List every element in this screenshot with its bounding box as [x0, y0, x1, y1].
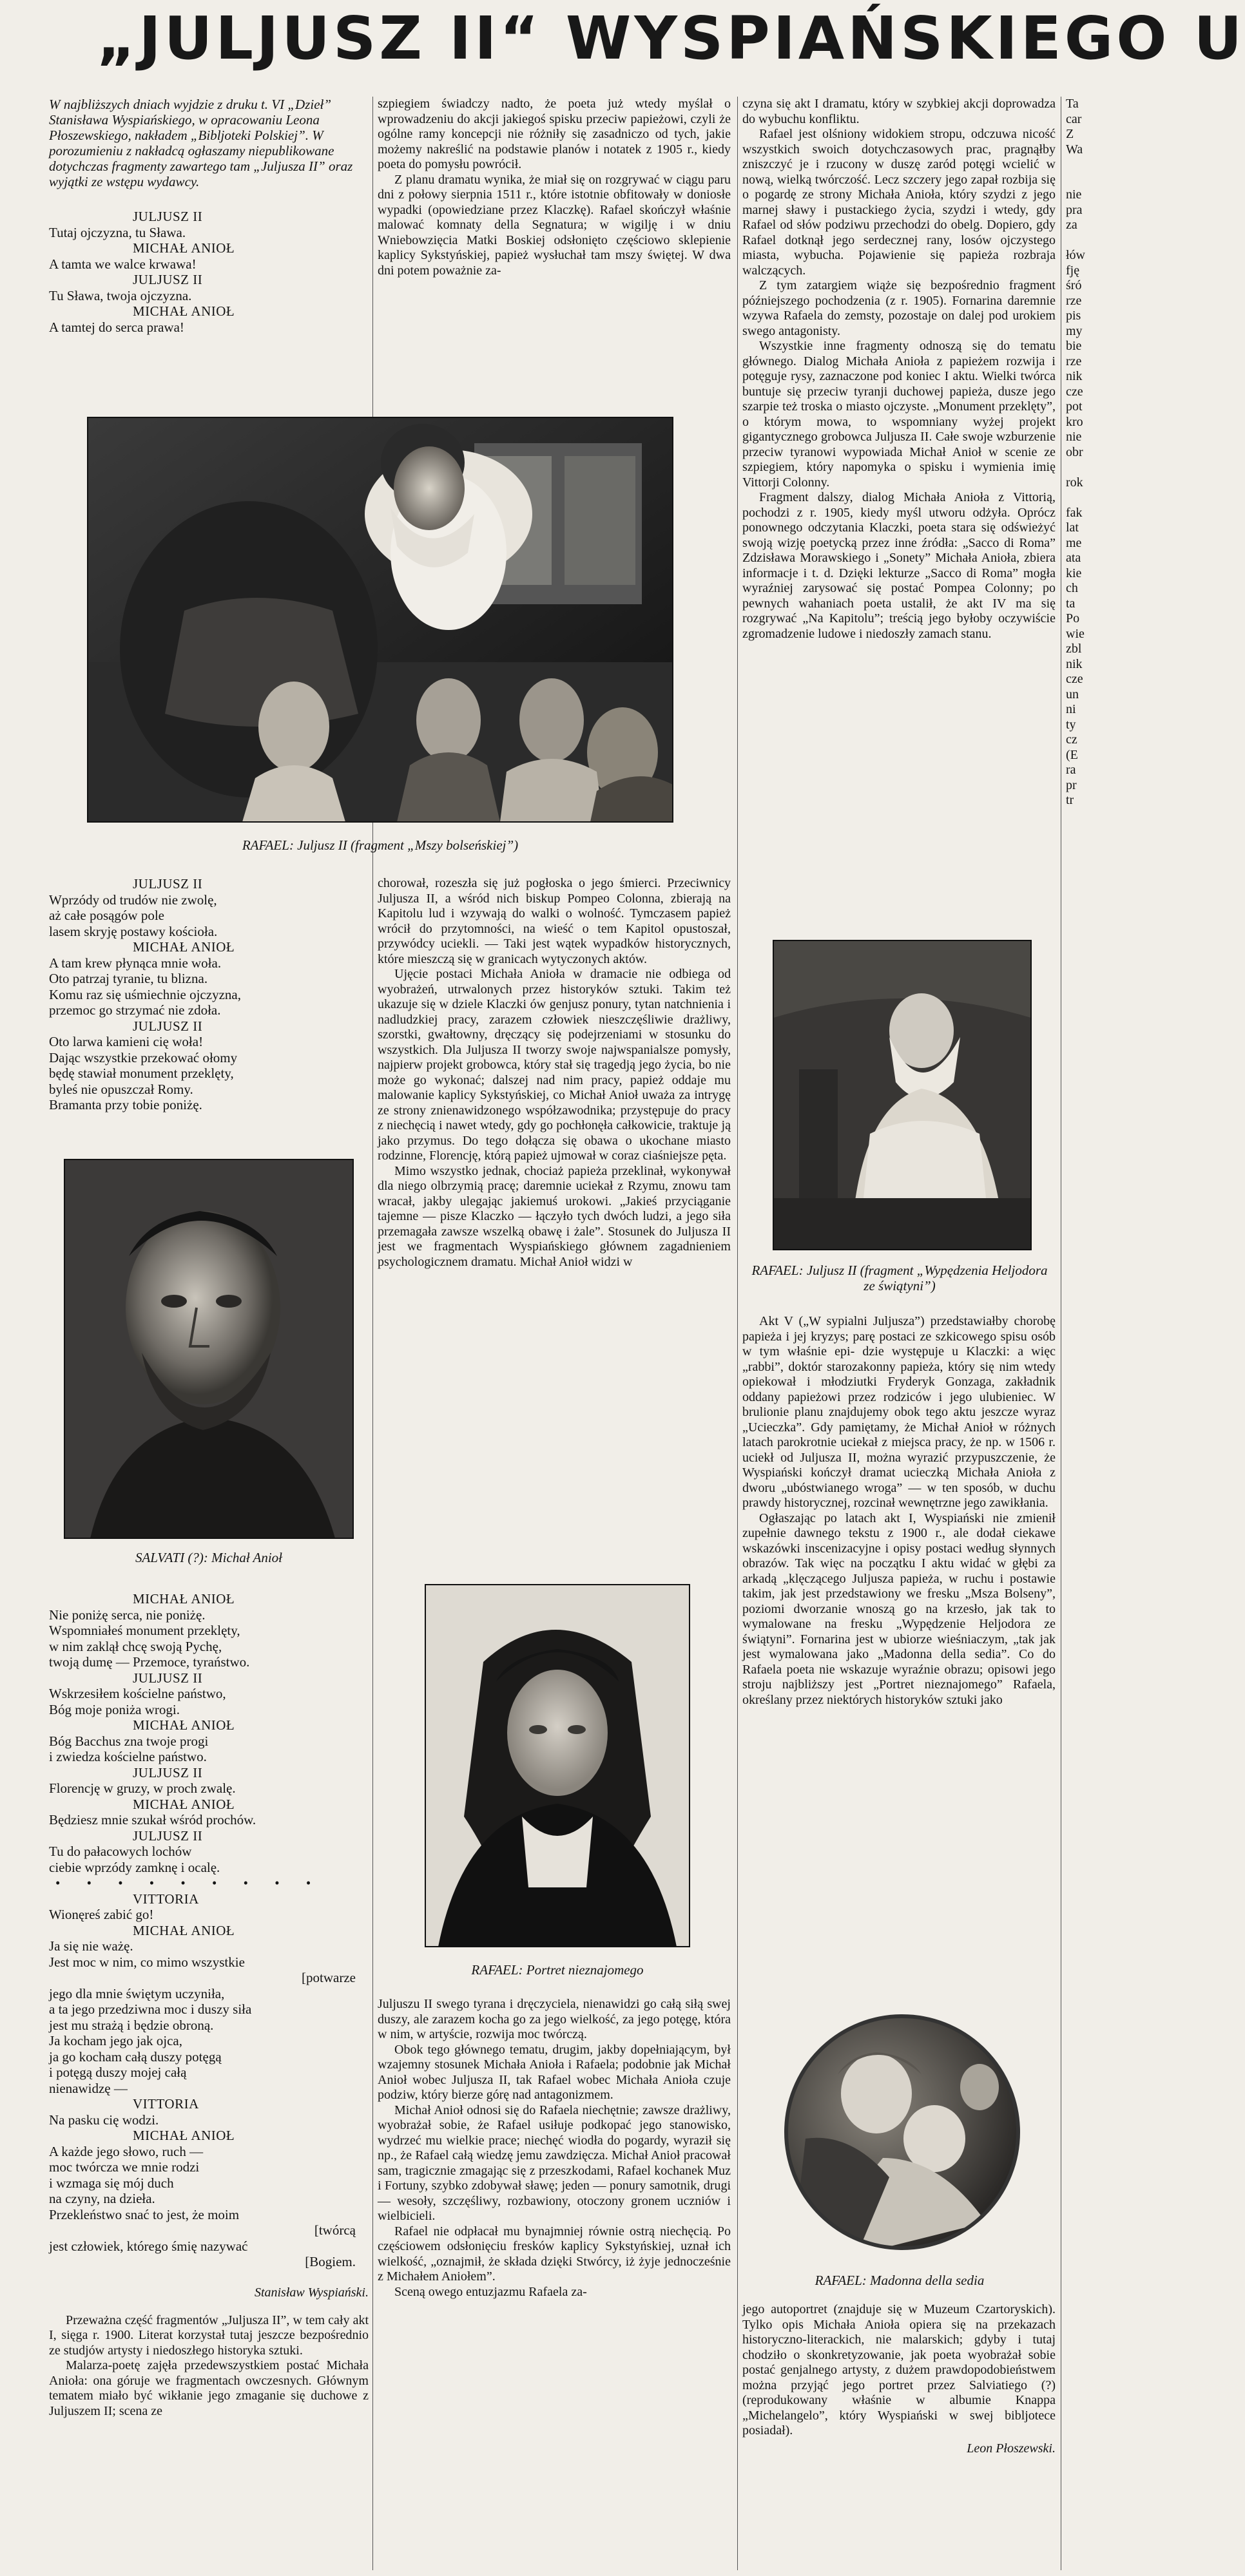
paragraph: Juljuszu II swego tyrana i dręczyciela, nienawidzi go całą siłą swej duszy, ale zarazem kocha go za jego wielkość, za jego potęgę, która w nim, w artyście, rozwija moc twórczą. — [378, 1997, 731, 2041]
verse-line: przemoc go strzymać nie zdoła. — [49, 1002, 221, 1018]
cut-line: cze — [1066, 384, 1083, 399]
paragraph: Wszystkie inne fragmenty odnoszą się do tematu głównego. Dialog Michała Anioła z papieżem rozwija i potęguje rysy, zaznaczone pod koniec I aktu. Wielki twórca buntuje się przeciw tyranji duchowej papieża, dusze jego szarpie też troska o miasto ojczyste. „Monument przeklęty”, o którym mowa, to wspomniany wyżej projekt gigantycznego grobowca Juljusza II. Całe swoje wzburzenie przeciw tyranowi wypowiada Michał Anioł w scenie ze szpiegiem, który napomyka o spisku i wymienia imię Vittorji Colonny. — [742, 339, 1056, 490]
cut-line: car — [1066, 111, 1082, 126]
verse-line: ja go kocham całą duszy potęgą — [49, 2048, 222, 2065]
verse-line: jest człowiek, którego śmię nazywać — [49, 2238, 248, 2254]
cut-line: kro — [1066, 414, 1083, 429]
verse-line: jego dla mnie świętym uczyniła, — [49, 1985, 225, 2001]
speaker-name: MICHAŁ ANIOŁ — [133, 1922, 235, 1938]
cut-line — [1066, 157, 1112, 173]
paragraph: Akt V („W sypialni Juljusza”) przedstawiałby chorobę papieża i jej kryzys; parę postaci ze szkicowego spisu osób w tym właśnie epi- dzie występuje u Klaczki: a więc „rabbi”, doktór starozakonny papieża, który się nim wtedy opiekował i młodziutki Fryderyk Gonzaga, zakładnik oddany papieżowi przez rodziców i jego ulubieniec. W brulionie planu znajdujemy obok tego aktu jeszcze wyraz „Ucieczka”. Gdy pamiętamy, że Michał Anioł w różnych latach parokrotnie uciekał z miejsca pracy, że np. w 1506 r. uciekł od Juljusza II, można wyrazić przypuszczenie, że Wyspiański kończył dramat ucieczką Michała Anioła z dworu „ubóstwianego wroga” — w ten sposób, w duchu prawdy historycznej, rozcinał wewnętrzne jego zawikłania. — [742, 1314, 1056, 1510]
figure-caption: RAFAEL: Madonna della sedia — [815, 2273, 985, 2288]
cut-line: rze — [1066, 293, 1082, 308]
verse-line: Tutaj ojczyzna, tu Sława. — [49, 224, 186, 240]
verse-line: Florencję w gruzy, w proch zwalę. — [49, 1780, 236, 1796]
cut-line: (E — [1066, 747, 1078, 762]
cut-line: wie — [1066, 626, 1085, 641]
col1-paragraphs — [49, 2313, 369, 2419]
cut-line: Ta — [1066, 97, 1079, 111]
col3-top — [742, 97, 1056, 924]
verse-line: A tamtej do serca prawa! — [49, 319, 184, 335]
verse-line: moc twórcza we mnie rodzi — [49, 2159, 200, 2175]
col4-lines — [1066, 97, 1112, 808]
verse-line: a ta jego przedziwna moc i duszy siła — [49, 2001, 252, 2017]
paragraph: Ujęcie postaci Michała Anioła w dramacie nie odbiega od wyobrażeń, utrwalonych przez historyków sztuki. Takim też ukazuje się w dziele Klaczki ów genjusz ponury, tytan natchnienia i nadludzkiej pracy, zarazem człowiek nieszczęśliwie drażliwy, szorstki, gwałtowny, dręczący się podejrzeniami w stosunku do wszystkich. Dla Juljusza II tworzy swoje najwspanialsze pomysły, najpierw projekt grobowca, który stał się tragedją jego życia, bo nie może go wykonać; dalszej nad nim pracy, papież oddaje mu malowanie kaplicy Sykstyńskiej, co Michał Anioł uważa za intrygę ze strony znienawidzonego współzawodnika; przystępuje do pracy z niechęcią i nawet wtedy, gdy go pochłonęła całkowicie, traktuje ją jako przymus. Do tego dołącza się obawa o ukochane miasto rodzinne, Florencję, którą papież ujmował w coraz ciaśniejsze pęta. — [378, 967, 731, 1163]
col1-top — [49, 97, 369, 406]
figure-michelangelo-portrait — [64, 1159, 353, 1538]
speaker-name: VITTORIA — [133, 1891, 199, 1907]
verse-line: Oto patrzaj tyranie, tu blizna. — [49, 971, 208, 986]
speaker-name: MICHAŁ ANIOŁ — [133, 303, 235, 319]
cut-line: pot — [1066, 399, 1083, 414]
verse-line: i potęgą duszy mojej całą — [49, 2065, 187, 2080]
cut-line: fję — [1066, 263, 1080, 278]
speaker-name: JULJUSZ II — [133, 876, 203, 892]
cut-line: pis — [1066, 309, 1081, 323]
speaker-name: JULJUSZ II — [133, 1764, 203, 1780]
verse-line: w nim zaklął chcę swoją Pychę, — [49, 1638, 222, 1654]
speaker-name: MICHAŁ ANIOŁ — [133, 1796, 235, 1812]
dialog-1 — [49, 209, 369, 335]
verse-line: Nie poniżę serca, nie poniżę. — [49, 1607, 206, 1623]
speaker-name: JULJUSZ II — [133, 272, 203, 287]
cut-line: za — [1066, 218, 1077, 232]
dialog-2 — [49, 876, 369, 1113]
verse-line: lasem skryję postawy kościoła. — [49, 923, 218, 939]
paragraph: Obok tego głównego tematu, drugim, jakby dopełniającym, był wzajemny stosunek Michała Anioła i Rafaela; podobnie jak Michał Anioł wobec Juljusza II, tak Rafael wobec Michała Anioła czuje podziw, który bierze górę nad antagonizmem. — [378, 2042, 731, 2102]
cut-line: me — [1066, 535, 1082, 550]
verse-line: Wprzódy od trudów nie zwolę, — [49, 892, 217, 908]
cut-line: Z — [1066, 127, 1074, 141]
speaker-name: JULJUSZ II — [133, 1670, 203, 1686]
cut-line: zbl — [1066, 642, 1082, 656]
paragraph: Fragment dalszy, dialog Michała Anioła z Vittorią, pochodzi z r. 1905, kiedy myśl utworu odżyła. Oprócz ponownego odczytania Klaczki, poeta stara się odświeżyć swoją wizję poetycką przez inne źródła: „Sacco di Roma” Zdzisława Morawskiego i „Sonety” Michała Anioła, zbiera informacje i t. d. Dzięki lekturze „Sacco di Roma” mogła wyraźniej zarysować się postać Pompea Colonny; po pewnych wahaniach poeta ustalił, że akt IV ma się rozgrywać „Na Kapitolu”; treścią jego byłoby oczywiście zgromadzenie ludowe i niedoszły zamach stanu. — [742, 490, 1056, 641]
col2-middle — [378, 876, 731, 1578]
col3-top-paragraphs — [742, 97, 1056, 642]
cut-line: lat — [1066, 520, 1079, 535]
cut-line: tr — [1066, 793, 1074, 807]
speaker-name: MICHAŁ ANIOŁ — [133, 1717, 235, 1733]
cut-line: rze — [1066, 354, 1082, 368]
verse-line: A każde jego słowo, ruch — — [49, 2143, 204, 2159]
figure-caption: RAFAEL: Portret nieznajomego — [471, 1962, 644, 1978]
verse-line: aż całe posągów pole — [49, 908, 165, 923]
verse-line: będę stawiał monument przeklęty, — [49, 1065, 234, 1081]
verse-line: byleś nie opuszczał Romy. — [49, 1081, 193, 1097]
figure-heliodorus — [773, 940, 1031, 1250]
paragraph: czyna się akt I dramatu, który w szybkiej akcji doprowadza do wybuchu konfliktu. — [742, 97, 1056, 126]
verse-line: nienawidzę — — [49, 2080, 128, 2096]
cut-line: nik — [1066, 369, 1083, 383]
verse-line: na czyny, na dzieła. — [49, 2191, 155, 2206]
cut-line: ra — [1066, 763, 1076, 777]
figure-caption: SALVATI (?): Michał Anioł — [135, 1550, 283, 1565]
col2-top-paragraphs — [378, 97, 731, 278]
portrait-unknown-image — [425, 1585, 690, 1947]
cut-line: ty — [1066, 717, 1076, 732]
verse-line: Bramanta przy tobie poniżę. — [49, 1097, 202, 1112]
cut-line: obr — [1066, 444, 1083, 459]
cut-line: pr — [1066, 778, 1077, 792]
cut-line — [1066, 490, 1112, 506]
cut-line: ta — [1066, 596, 1076, 611]
verse-line: Będziesz mnie szukał wśród prochów. — [49, 1812, 256, 1827]
speaker-name: MICHAŁ ANIOŁ — [133, 240, 235, 256]
cut-line: un — [1066, 687, 1079, 701]
verse-line: twoją dumę — Przemoce, tyraństwo. — [49, 1654, 250, 1670]
cut-line: kie — [1066, 566, 1082, 580]
verse-line: A tamta we walce krwawa! — [49, 256, 197, 272]
verse-line: Bóg Bacchus zna twoje progi — [49, 1733, 209, 1749]
dialog-3 — [49, 1591, 369, 2270]
col1-bottom — [49, 1591, 369, 2573]
portrait-image — [64, 1159, 353, 1538]
figure-mass-of-bolsena — [88, 417, 673, 822]
cut-line: bie — [1066, 339, 1082, 353]
speaker-name: MICHAŁ ANIOŁ — [133, 2128, 235, 2143]
col2-middle-paragraphs — [378, 876, 731, 1270]
speaker-name: JULJUSZ II — [133, 209, 203, 224]
verse-line: Komu raz się uśmiechnie ojczyzna, — [49, 986, 241, 1002]
headline-text: „JULJUSZ II“ WYSPIAŃSKIEGO U — [97, 4, 1245, 73]
figure-caption: RAFAEL: Juljusz II (fragment „Mszy bolseńskiej”) — [242, 837, 519, 853]
verse-line: Przekleństwo snać to jest, że moim — [49, 2206, 240, 2222]
col2-bottom-paragraphs — [378, 1997, 731, 2300]
verse-line: Ja się nie ważę. — [49, 1938, 133, 1954]
paragraph: Michał Anioł odnosi się do Rafaela niechętnie; zawsze drażliwy, wyobrażał sobie, że Rafael usiłuje podkopać jego stanowisko, wydrzeć mu wielkie prace; niechęć wiodła do pogardy, wyraził się np., że Rafael całą wiedzę jemu zawdzięcza. Michał Anioł pracował sam, tragicznie zmagając się z przeszkodami, Rafael kochanek Muz i Fortuny, szybko zdobywał sławę; jeden — ponury samotnik, drugi — wesoły, szczęśliwy, rozbawiony, otoczony gronem uczniów i wielbicieli. — [378, 2103, 731, 2223]
col2-bottom — [378, 1997, 731, 2573]
verse-line: Tu Sława, twoja ojczyzna. — [49, 287, 192, 303]
verse-line: ciebie wprzódy zamknę i ocalę. — [49, 1859, 220, 1875]
col1-dialog-2 — [49, 876, 369, 1159]
paragraph: Z planu dramatu wynika, że miał się on rozgrywać w ciągu paru dni z połowy sierpnia 1511 r., które istotnie obfitowały w doniosłe wypadki (opowiedziane przez Klaczkę). Rafael skończył właśnie malować komnaty della Segnatura; w wigilję i w dniu Wniebowzięcia Matki Boskiej odsłonięto częściowo sklepienie kaplicy Sykstyńskiej, papież wysłuchał tam mszy świętej. W dwa dni potem poważnie za- — [378, 172, 731, 278]
column-rule — [737, 97, 738, 2570]
cut-line: Po — [1066, 611, 1080, 625]
verse-line: i zwiedza kościelne państwo. — [49, 1749, 207, 1764]
cut-line: pra — [1066, 202, 1083, 217]
verse-line: Wskrzesiłem kościelne państwo, — [49, 1686, 226, 1701]
figure-madonna-della-sedia — [780, 2010, 1025, 2255]
verse-line: Na pasku cię wodzi. — [49, 2112, 159, 2128]
author-signature: Leon Płoszewski. — [967, 2441, 1056, 2456]
figure-portrait-unknown — [425, 1585, 690, 1947]
verse-line: [twórcą — [314, 2222, 356, 2238]
figure-caption: RAFAEL: Juljusz II (fragment „Wypędzenia Heljodora ze świątyni”) — [751, 1263, 1048, 1293]
fresco-image — [88, 417, 673, 822]
col3-bottom-paragraphs — [742, 2302, 1056, 2439]
paragraph: Rafael jest olśniony widokiem stropu, odczuwa nicość wszystkich swoich dotychczasowych prac, pragnąłby zniszczyć je i rzucony w duszę zaród potęgi wcielić w nową, wielką twórczość. Lecz szczery jego zapał rozbija się o pogardę ze strony Michała Anioła, który szydzi z jego marnej sławy i pustackiego życia, szydzi i wtedy, gdy Rafael od słów podziwu przechodzi do obelg. Dopiero, gdy Rafael dotknął jego serdecznej rany, losów ojczystego miasta, wybucha. Pojawienie się papieża rozbraja walczących. — [742, 127, 1056, 278]
cut-line: cz — [1066, 732, 1077, 747]
paragraph: chorował, rozeszła się już pogłoska o jego śmierci. Przeciwnicy Juljusza II, a wśród nich biskup Pompeo Colonna, zbierają na Kapitolu lud i wzywają do walki o wolność. Tymczasem papież wrócił do przytomności, na wieść o tem Kapitol opustoszał, przywódcy uciekli. — Taki jest wątek wypadków historycznych, które mieszczą się w granicach wytyczonych aktów. — [378, 876, 731, 966]
speaker-name: MICHAŁ ANIOŁ — [133, 1591, 235, 1607]
paragraph: Sceną owego entuzjazmu Rafaela za- — [394, 2284, 587, 2299]
headline — [0, 0, 1245, 73]
cut-line: ch — [1066, 581, 1078, 595]
cut-line: śró — [1066, 278, 1082, 292]
cut-line: rok — [1066, 475, 1083, 490]
cut-line: nik — [1066, 656, 1083, 671]
verse-line: Ja kocham jego jak ojca, — [49, 2033, 183, 2048]
verse-line: Dając wszystkie przekować ołomy — [49, 1049, 238, 1065]
paragraph: Z tym zatargiem wiąże się bezpośrednio fragment późniejszego pochodzenia (z r. 1905). Fornarina daremnie wzywa Rafaela do zemsty, pozostaje on dalej pod urokiem swego antagonisty. — [742, 278, 1056, 338]
verse-line: Oto larwa kamieni cię woła! — [49, 1034, 204, 1049]
paragraph: jego autoportret (znajduje się w Muzeum Czartoryskich). Tylko opis Michała Anioła opiera się na przekazach historyczno-literackich, nie malarskich; gdyby i tutaj chodziło o skonkretyzowanie, jak poeta wyobrażał sobie postać genjalnego artysty, z dużem prawdopodobieństwem można przyjąć jego portret przez Salviatiego (?) (reprodukowany właśnie w albumie Knappa „Michelangelo”, który Wyspiański w swej bibljotece posiadał). — [742, 2302, 1056, 2438]
verse-line: Bóg moje poniża wrogi. — [49, 1701, 180, 1717]
separator-dots: • • • • • • • • • — [55, 1875, 323, 1891]
cut-line: ni — [1066, 702, 1076, 716]
col2-top — [378, 97, 731, 415]
cut-line: nie — [1066, 430, 1082, 444]
col3-bottom — [742, 2302, 1056, 2573]
speaker-name: JULJUSZ II — [133, 1018, 203, 1034]
verse-line: jest mu strażą i będzie obroną. — [49, 2017, 214, 2033]
cut-line: łów — [1066, 248, 1085, 262]
cut-line: nie — [1066, 187, 1082, 202]
paragraph: Rafael nie odpłacał mu bynajmniej równie ostrą niechęcią. Po częściowem odsłonięciu fresków kaplicy Sykstyńskiej, uznał ich wielkość, „oznajmił, że składa dzięki Stwórcy, iż żyje jednocześnie z Michałem Aniołem”. — [378, 2224, 731, 2284]
paragraph: Mimo wszystko jednak, chociaż papieża przeklinał, wykonywał dla niego olbrzymią pracę; daremnie uciekał z Rzymu, znowu tam wracał, jakby ulegając jakiemuś urokowi. „Jakieś przyciąganie tajemne — pisze Klaczko — łączyło tych dwóch ludzi, a jego siła przemagała zawsze wszelką obawę i żale”. Stosunek do Juljusza II jest we fragmentach Wyspiańskiego głównem zagadnieniem psychologicznem dramatu. Michał Anioł widzi w — [378, 1163, 731, 1269]
paragraph: szpiegiem świadczy nadto, że poeta już wtedy myślał o wprowadzeniu do akcji jakiegoś spisku przeciw papieżowi, czyli że ogólne ramy koncepcji nie różniły się zasadniczo od tych, jakie możemy nakreślić na podstawie planów i notatek z 1905 r., kiedy poeta do pomysłu powrócił. — [378, 97, 731, 171]
cut-line — [1066, 233, 1112, 249]
speaker-name: MICHAŁ ANIOŁ — [133, 939, 235, 955]
speaker-name: VITTORIA — [133, 2096, 199, 2112]
cut-line: my — [1066, 323, 1083, 338]
verse-line: [Bogiem. — [305, 2254, 356, 2269]
paragraph: Przeważna część fragmentów „Juljusza II”, w tem cały akt I, sięga r. 1900. Literat korzystał tutaj jeszcze bezpośrednio ze studjów artysty i niedoszłego historyka sztuki. — [49, 2313, 369, 2358]
cut-line: cze — [1066, 672, 1083, 686]
heliodorus-image — [773, 940, 1031, 1250]
verse-line: Jest moc w nim, co mimo wszystkie — [49, 1954, 245, 1970]
cut-line: ata — [1066, 551, 1081, 565]
col3-middle — [742, 1314, 1056, 2003]
paragraph: Ogłaszając po latach akt I, Wyspiański nie zmienił zupełnie dawnego tekstu z 1900 r., ale dodał ciekawe wskazówki inscenizacyjne i opisy postaci według słynnych obrazów. Tak więc na początku I aktu widać w głębi za arkadą „klęczącego Juljusza papieża, w ruchu i postawie takim, jak jest przedstawiony we fresku „Msza Bolseny”, poziomi dworzanie wnoszą go na krzesło, jak tak to wymalowane na fresku „Wypędzenie Heljodora ze świątyni”. Fornarina jest w ubiorze wieśniaczym, „tak jak jest wymalowana jako „Madonna della sedia”. Co do Rafaela poeta nie wskazuje wyraźnie obrazu; opisowi jego stroju najbliższy jest „Portret nieznajomego” Rafaela, określany przez niektórych historyków sztuki jako — [742, 1511, 1056, 1707]
signature: Stanisław Wyspiański. — [254, 2285, 369, 2300]
verse-line: Tu do pałacowych lochów — [49, 1844, 192, 1859]
verse-line: Wionęreś zabić go! — [49, 1907, 154, 1922]
verse-line: i wzmaga się mój duch — [49, 2175, 174, 2191]
cut-line — [1066, 173, 1112, 188]
col4-fragment — [1066, 97, 1112, 2570]
cut-line — [1066, 460, 1112, 475]
madonna-image — [780, 2010, 1025, 2255]
verse-line: [potwarze — [302, 1970, 356, 1985]
cut-line: fak — [1066, 505, 1083, 520]
speaker-name: JULJUSZ II — [133, 1827, 203, 1844]
verse-line: Wspomniałeś monument przeklęty, — [49, 1623, 240, 1638]
cut-line: Wa — [1066, 142, 1083, 157]
paragraph: Malarza-poetę zajęła przedewszystkiem postać Michała Anioła: ona góruje we fragmentach owczesnych. Głównym tematem miało być wikłanie jego zmaganie się duchowe z Juljuszem II; scena ze — [49, 2358, 369, 2418]
verse-line: A tam krew płynąca mnie woła. — [49, 955, 222, 971]
col3-middle-paragraphs — [742, 1314, 1056, 1708]
intro-note: W najbliższych dniach wyjdzie z druku t. VI „Dzieł” Stanisława Wyspiańskiego, w opracowaniu Leona Płoszewskiego, nakładem „Bibljoteki Polskiej”. W porozumieniu z nakładcą ogłaszamy niepublikowane dotychczas fragmenty zawartego tam „Juljusza II” oraz wyjątki ze wstępu wydawcy. — [49, 97, 353, 189]
